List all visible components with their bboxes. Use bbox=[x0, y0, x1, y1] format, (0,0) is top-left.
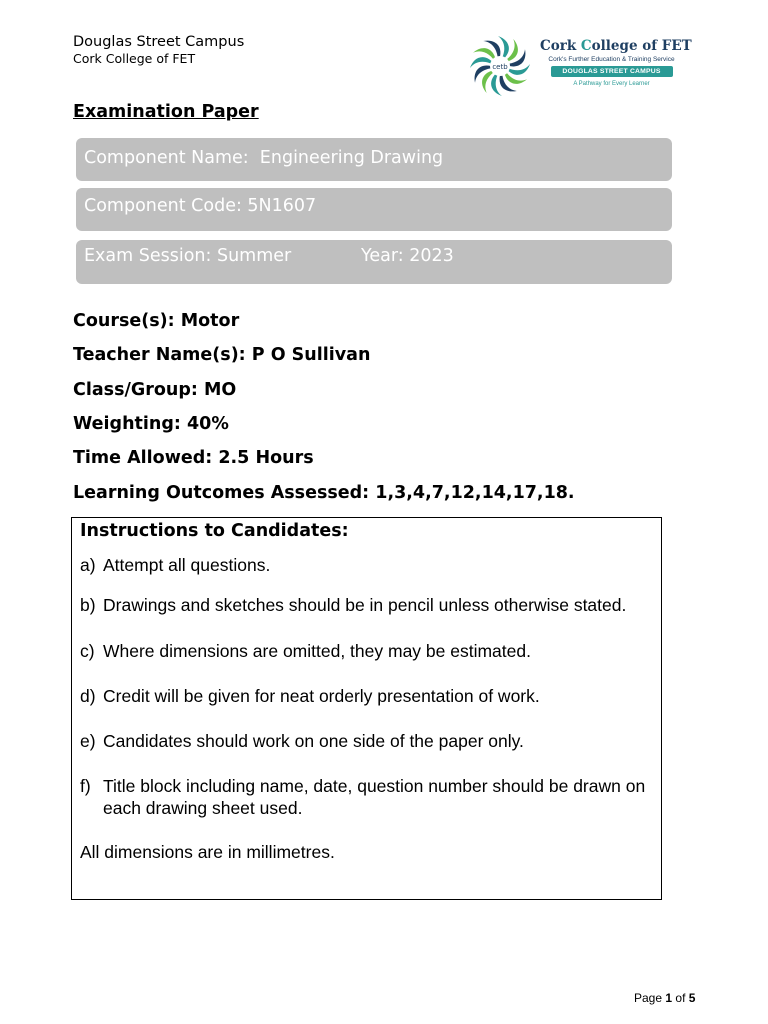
instructions-box bbox=[71, 517, 662, 900]
instruction-item bbox=[80, 640, 650, 662]
teacher-names: Teacher Name(s): P O Sullivan bbox=[73, 345, 371, 365]
instruction-item bbox=[80, 685, 650, 707]
college-logo bbox=[468, 34, 692, 98]
swirl-logo-icon bbox=[468, 34, 532, 98]
dimensions-note: All dimensions are in millimetres. bbox=[80, 842, 335, 862]
exam-year: Year: 2023 bbox=[361, 246, 454, 266]
logo-badge: cetb bbox=[492, 63, 508, 71]
class-group: Class/Group: MO bbox=[73, 380, 237, 400]
instruction-item bbox=[80, 554, 650, 576]
learning-outcomes: Learning Outcomes Assessed: 1,3,4,7,12,14,17,18. bbox=[73, 483, 575, 503]
instruction-item bbox=[80, 730, 650, 752]
logo-name-prefix: Cork bbox=[540, 38, 581, 54]
instruction-text: Where dimensions are omitted, they may be estimated. bbox=[103, 641, 531, 661]
instruction-text: Credit will be given for neat orderly presentation of work. bbox=[103, 686, 540, 706]
page-total: 5 bbox=[688, 991, 696, 1005]
exam-session-box bbox=[76, 240, 672, 284]
weighting: Weighting: 40% bbox=[73, 414, 229, 434]
page-of-label: of bbox=[675, 991, 686, 1005]
exam-session: Exam Session: Summer bbox=[84, 246, 292, 266]
instruction-item bbox=[80, 775, 650, 819]
courses: Course(s): Motor bbox=[73, 311, 240, 331]
page-number bbox=[634, 991, 695, 1005]
instruction-marker: b) bbox=[80, 595, 96, 615]
instruction-item bbox=[80, 594, 650, 616]
instruction-marker: f) bbox=[80, 776, 91, 796]
instruction-text: Attempt all questions. bbox=[103, 555, 271, 575]
logo-campus-banner: DOUGLAS STREET CAMPUS bbox=[551, 66, 673, 77]
instruction-marker: c) bbox=[80, 641, 95, 661]
component-name: Component Name: Engineering Drawing bbox=[84, 148, 444, 168]
logo-name-c: C bbox=[580, 38, 592, 54]
logo-subtitle: Cork's Further Education & Training Service bbox=[548, 56, 675, 63]
instruction-text: Candidates should work on one side of the paper only. bbox=[103, 731, 524, 751]
instruction-marker: a) bbox=[80, 555, 96, 575]
header-campus: Douglas Street Campus bbox=[73, 34, 245, 50]
instruction-marker: e) bbox=[80, 731, 96, 751]
exam-paper-title: Examination Paper bbox=[73, 102, 259, 122]
page-label: Page bbox=[634, 991, 663, 1005]
component-code: Component Code: 5N1607 bbox=[84, 196, 317, 216]
component-code-box bbox=[76, 188, 672, 231]
instruction-text: Drawings and sketches should be in pencil unless otherwise stated. bbox=[103, 595, 627, 615]
component-name-box bbox=[76, 138, 672, 181]
header-college: Cork College of FET bbox=[73, 51, 196, 66]
instruction-marker: d) bbox=[80, 686, 96, 706]
logo-name-rest: ollege of FET bbox=[591, 38, 692, 54]
instructions-title: Instructions to Candidates: bbox=[80, 521, 349, 541]
time-allowed: Time Allowed: 2.5 Hours bbox=[73, 448, 314, 468]
logo-college-name bbox=[540, 38, 692, 54]
logo-tagline: A Pathway for Every Learner bbox=[573, 81, 650, 87]
instruction-text: Title block including name, date, question number should be drawn on each drawing sheet used. bbox=[103, 776, 646, 818]
page-current: 1 bbox=[665, 991, 673, 1005]
